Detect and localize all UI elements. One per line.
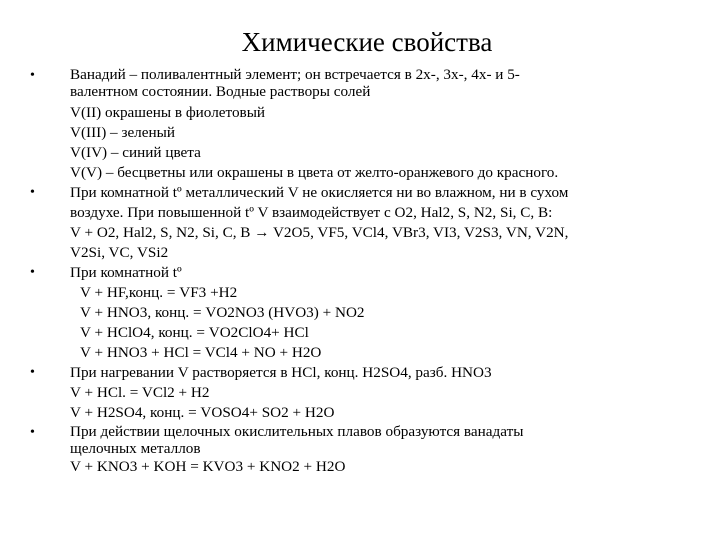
text-line: валентном состоянии. Водные растворы солей: [70, 83, 371, 100]
equation-line: V + HCl. = VCl2 + H2: [70, 384, 210, 401]
text-line: При действии щелочных окислительных плавов образуются ванадаты: [70, 423, 524, 440]
text-line: V(IV) – синий цвета: [70, 144, 201, 161]
equation-line: V + HNO3 + HCl = VCl4 + NO + H2O: [80, 344, 322, 361]
bullet-marker: •: [30, 365, 35, 380]
text-line: воздухе. При повышенной tº V взаимодействует с O2, Hal2, S, N2, Si, C, B:: [70, 204, 553, 221]
bullet-alkaline-melts: [30, 423, 700, 477]
text-line: V(III) – зеленый: [70, 124, 175, 141]
equation-line: V + H2SO4, конц. = VOSO4+ SO2 + H2O: [70, 404, 335, 421]
text-line: V + O2, Hal2, S, N2, Si, C, B → V2O5, VF5, VCl4, VBr3, VI3, V2S3, VN, V2N,: [70, 224, 569, 241]
equation-line: V + KNO3 + KOH = KVO3 + KNO2 + H2O: [70, 458, 346, 475]
equation-line: V + HF,конц. = VF3 +H2: [80, 284, 238, 301]
slide-content: [30, 66, 700, 477]
bullet-heating-dissolution: [30, 363, 700, 423]
text-line: Ванадий – поливалентный элемент; он встречается в 2х-, 3х-, 4х- и 5-: [70, 66, 520, 83]
text-line: V2Si, VC, VSi2: [70, 244, 169, 261]
text-line: При комнатной tº: [70, 264, 182, 281]
bullet-acid-reactions: [30, 263, 700, 363]
text-line: При нагревании V растворяется в HCl, конц. H2SO4, разб. HNO3: [70, 364, 492, 381]
text-line: V(V) – бесцветны или окрашены в цвета от желто-оранжевого до красного.: [70, 164, 559, 181]
bullet-marker: •: [30, 425, 35, 440]
bullet-room-temperature-oxidation: [30, 183, 700, 263]
bullet-marker: •: [30, 265, 35, 280]
bullet-marker: •: [30, 68, 35, 83]
equation-line: V + HNO3, конц. = VO2NO3 (HVO3) + NO2: [80, 304, 365, 321]
text-line: щелочных металлов: [70, 440, 201, 457]
slide-title: Химические свойства: [241, 27, 493, 57]
equation-line: V + HClO4, конц. = VO2ClO4+ HCl: [80, 324, 309, 341]
bullet-valence: [30, 66, 700, 183]
text-line: При комнатной tº металлический V не окисляется ни во влажном, ни в сухом: [70, 184, 569, 201]
bullet-marker: •: [30, 185, 35, 200]
text-line: V(II) окрашены в фиолетовый: [70, 104, 266, 121]
